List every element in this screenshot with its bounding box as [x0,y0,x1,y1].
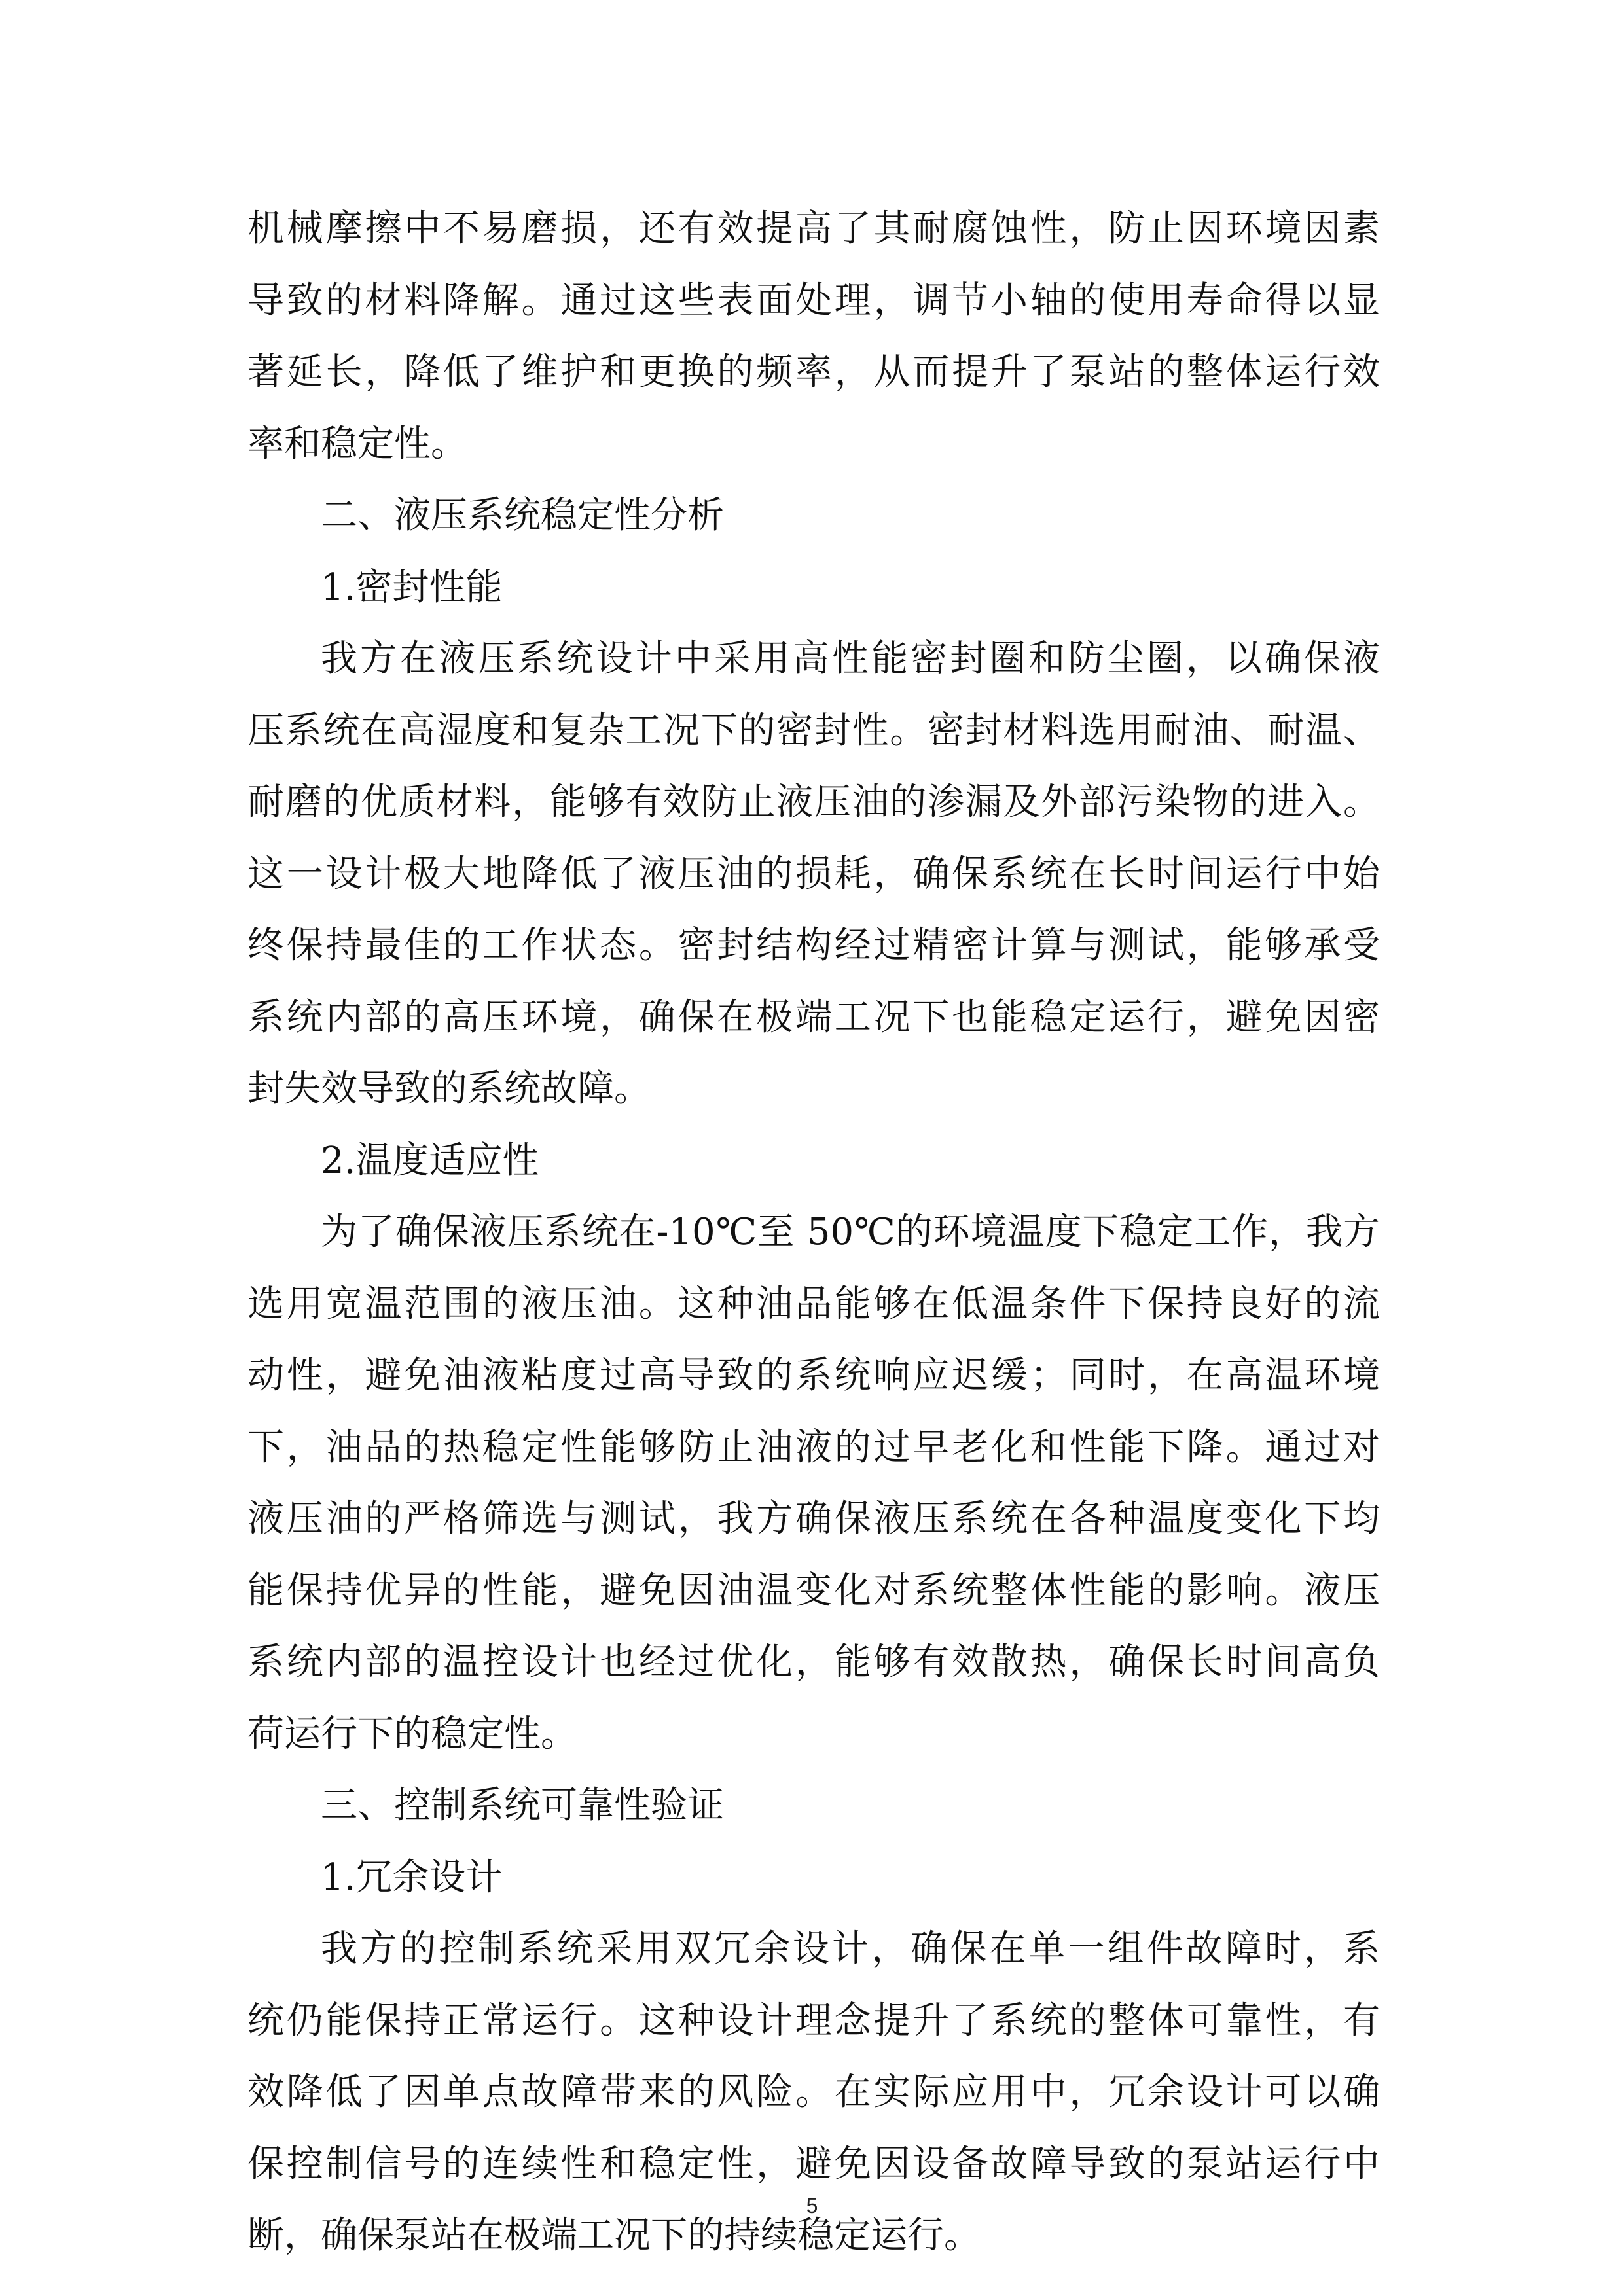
text-line: 系统内部的高压环境，确保在极端工况下也能稳定运行，避免因密 [247,996,1380,1039]
subsection-heading-redundancy: 1.冗余设计 [321,1856,503,1899]
text-line: 耐磨的优质材料，能够有效防止液压油的渗漏及外部污染物的进入。 [247,781,1380,823]
section-heading-control: 三、控制系统可靠性验证 [321,1784,724,1827]
section-heading-hydraulic: 二、液压系统稳定性分析 [321,494,724,537]
text-line: 荷运行下的稳定性。 [247,1712,577,1755]
text-line: 选用宽温范围的液压油。这种油品能够在低温条件下保持良好的流 [247,1282,1380,1325]
text-line: 保控制信号的连续性和稳定性，避免因设备故障导致的泵站运行中 [247,2142,1380,2185]
text-line: 封失效导致的系统故障。 [247,1067,651,1110]
text-line: 为了确保液压系统在-10℃至 50℃的环境温度下稳定工作，我方 [321,1211,1380,1253]
text-line: 动性，避免油液粘度过高导致的系统响应迟缓；同时，在高温环境 [247,1354,1380,1397]
text-line: 导致的材料降解。通过这些表面处理，调节小轴的使用寿命得以显 [247,279,1380,322]
text-line: 下，油品的热稳定性能够防止油液的过早老化和性能下降。通过对 [247,1426,1380,1469]
text-line: 统仍能保持正常运行。这种设计理念提升了系统的整体可靠性，有 [247,1999,1380,2042]
page-number: 5 [806,2194,818,2217]
text-line: 断，确保泵站在极端工况下的持续稳定运行。 [247,2214,981,2257]
text-line: 著延长，降低了维护和更换的频率，从而提升了泵站的整体运行效 [247,351,1380,393]
text-line: 我方在液压系统设计中采用高性能密封圈和防尘圈，以确保液 [321,637,1380,680]
text-line: 终保持最佳的工作状态。密封结构经过精密计算与测试，能够承受 [247,924,1380,967]
text-line: 这一设计极大地降低了液压油的损耗，确保系统在长时间运行中始 [247,852,1380,895]
subsection-heading-temperature: 2.温度适应性 [321,1139,539,1182]
text-line: 压系统在高湿度和复杂工况下的密封性。密封材料选用耐油、耐温、 [247,709,1380,752]
text-line: 系统内部的温控设计也经过优化，能够有效散热，确保长时间高负 [247,1641,1380,1683]
text-line: 液压油的严格筛选与测试，我方确保液压系统在各种温度变化下均 [247,1498,1380,1540]
body-text [247,193,1380,2272]
text-line: 率和稳定性。 [247,422,467,465]
text-line: 机械摩擦中不易磨损，还有效提高了其耐腐蚀性，防止因环境因素 [247,207,1380,250]
text-line: 能保持优异的性能，避免因油温变化对系统整体性能的影响。液压 [247,1569,1380,1612]
text-line: 效降低了因单点故障带来的风险。在实际应用中，冗余设计可以确 [247,2071,1380,2113]
subsection-heading-sealing: 1.密封性能 [321,565,503,609]
text-line: 我方的控制系统采用双冗余设计，确保在单一组件故障时，系 [321,1928,1380,1970]
